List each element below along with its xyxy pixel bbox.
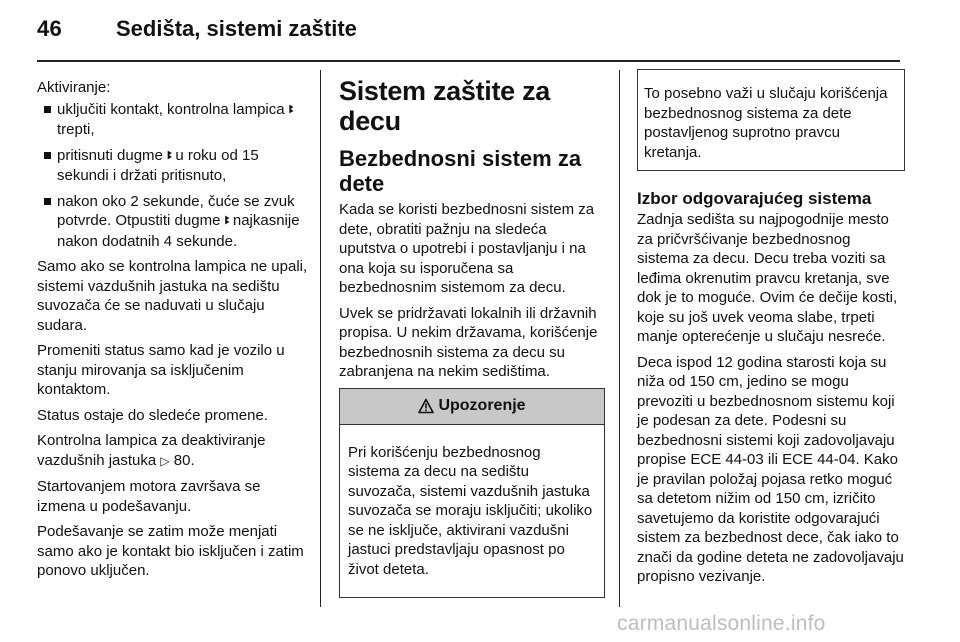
section-heading: Sistem zaštite za decu xyxy=(339,76,550,136)
header-rule xyxy=(37,60,900,62)
airbag-off-icon: ꔪ xyxy=(167,149,172,162)
page-number: 46 xyxy=(37,16,63,41)
list-item: pritisnuti dugme ꔪ u roku od 15 sekundi i držati pritisnuto, xyxy=(37,146,309,186)
continued-warning-box: To posebno važi u slučaju korišćenja bezbednosnog sistema za dete postavljenog suprotno pravcu kretanja. xyxy=(637,69,905,171)
airbag-off-icon: ꔪ xyxy=(224,215,229,227)
paragraph: Uvek se pridržavati lokalnih ili državnih propisa. U nekim državama, korišćenje bezbednosnih sistema za decu su zabranjena na nekim sedištima. xyxy=(339,304,598,380)
activation-label: Aktiviranje: xyxy=(37,79,111,96)
paragraph: Promeniti status samo kad je vozilo u stanju mirovanja sa isključenim kontaktom. xyxy=(37,342,285,398)
square-bullet-icon xyxy=(44,106,51,113)
paragraph: Status ostaje do sledeće promene. xyxy=(37,406,268,424)
reference-arrow-icon[interactable]: ▷ xyxy=(160,453,170,468)
paragraph: Startovanjem motora završava se izmena u podešavanju. xyxy=(37,478,261,515)
square-bullet-icon xyxy=(44,198,51,205)
activation-steps xyxy=(37,100,309,252)
paragraph: Kada se koristi bezbednosni sistem za dete, obratiti pažnju na sledeća uputstva o upotrebi i postavljanju i na ona koja su isporučena sa bezbednosnim sistemom za decu. xyxy=(339,201,595,296)
warning-triangle-icon xyxy=(418,398,434,414)
paragraph: Zadnja sedišta su najpogodnije mesto za pričvršćivanje bezbednosnog sistema za decu. Decu treba voziti sa leđima okrenutim pravcu kretanja, sve dok je to moguće. Ovim će dečije kosti, koje su još uvek veoma slabe, trpeti manje opterećenje u slučaju nesreće. xyxy=(637,211,898,345)
warning-title: Upozorenje xyxy=(438,397,526,415)
column-3 xyxy=(637,70,905,593)
watermark: carmanualsonline.info xyxy=(617,612,826,635)
list-item: uključiti kontakt, kontrolna lampica ꔪ trepti, xyxy=(37,100,309,140)
subsection-heading: Bezbednosni sistem za dete xyxy=(339,146,582,196)
list-item: nakon oko 2 sekunde, čuće se zvuk potvrde. Otpustiti dugme ꔪ najkasnije nakon dodatnih 4 sekunde. xyxy=(37,192,309,252)
paragraph: Kontrolna lampica za deaktiviranje vazdušnih jastuka ▷ 80. xyxy=(37,432,266,469)
airbag-off-icon: ꔪ xyxy=(288,103,293,116)
section-heading: Izbor odgovarajućeg sistema xyxy=(637,189,872,208)
warning-box xyxy=(339,388,605,598)
paragraph: Podešavanje se zatim može menjati samo ako je kontakt bio isključen i zatim ponovo uključen. xyxy=(37,523,304,579)
column-divider-2 xyxy=(619,70,620,607)
paragraph: Samo ako se kontrolna lampica ne upali, sistemi vazdušnih jastuka na sedištu suvozača će se naduvati u slučaju sudara. xyxy=(37,258,308,334)
column-divider-1 xyxy=(320,70,321,607)
square-bullet-icon xyxy=(44,152,51,159)
page-header-title: Sedišta, sistemi zaštite xyxy=(116,16,357,41)
warning-header xyxy=(340,389,604,425)
paragraph: Deca ispod 12 godina starosti koja su niža od 150 cm, jedino se mogu prevoziti u bezbednosnom sistemu koji je podesan za dete. Podesni su bezbednosni sistemi koji zadovoljavaju propise ECE 44-03 ili ECE 44-04. Kako je pravilan položaj pojasa retko moguć sa detetom nižim od 150 cm, izričito savetujemo da koristite odgovarajući sistem za bezbednost dece, čak iako to znači da godine deteta ne zadovoljavaju propisno vezivanje. xyxy=(637,353,904,585)
warning-text: Pri korišćenju bezbednosnog sistema za decu na sedištu suvozača, sistemi vazdušnih jastuka suvozača se moraju isključiti; ukoliko se ne isključe, aktivirani vazdušni jastuci predstavljaju opasnost po život deteta. xyxy=(348,443,593,578)
column-1 xyxy=(37,78,309,587)
column-2 xyxy=(339,76,605,598)
